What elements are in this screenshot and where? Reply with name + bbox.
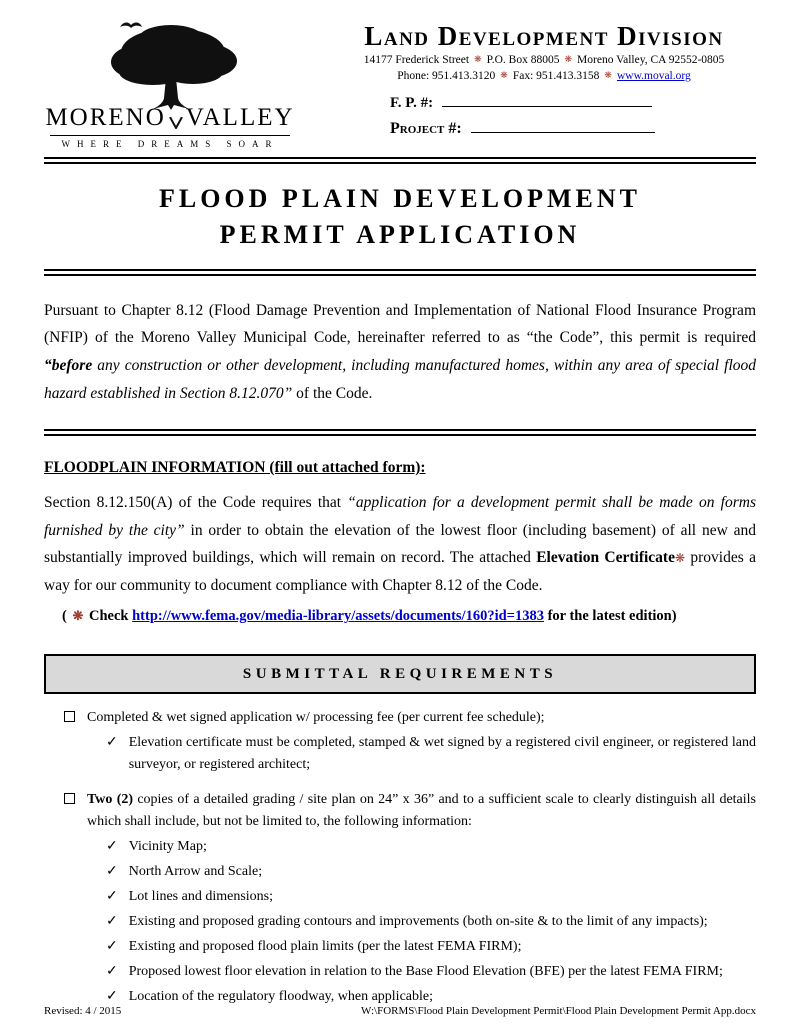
asterisk-separator-icon: ❋: [564, 54, 573, 65]
submittal-requirements-banner: SUBMITTAL REQUIREMENTS: [44, 654, 756, 694]
asterisk-separator-icon: ❋: [604, 70, 612, 81]
footnote-asterisk-icon: ❋: [72, 608, 84, 624]
checklist-subitem: [106, 732, 756, 776]
address-po-box: P.O. Box 88005: [486, 54, 560, 67]
section-divider: [44, 269, 756, 276]
address-city-state-zip: Moreno Valley, CA 92552-0805: [577, 54, 725, 67]
document-title-line1: FLOOD PLAIN DEVELOPMENT: [158, 184, 642, 213]
checklist-subitem-text: Existing and proposed flood plain limits (per the latest FEMA FIRM);: [128, 939, 522, 955]
checklist-subitem: [106, 836, 756, 858]
checklist-subitem-text: Existing and proposed grading contours and improvements (both on-site & to the limit of any impacts);: [128, 914, 708, 930]
logo-name-valley: VALLEY: [185, 104, 295, 131]
note-check-text: Check: [85, 608, 133, 625]
footnote-asterisk-icon: ❋: [674, 551, 686, 566]
floodplain-quote: “application for a development permit shall be made on forms furnished by the city”: [44, 494, 756, 539]
asterisk-separator-icon: ❋: [474, 54, 482, 65]
reference-number-block: [390, 94, 756, 138]
division-title: Land Development Division: [364, 21, 724, 51]
document-title-line2: PERMIT APPLICATION: [219, 220, 581, 250]
checklist-subitem-text: North Arrow and Scale;: [128, 863, 263, 879]
checkmark-icon: ✓: [106, 989, 118, 1005]
fema-note: [62, 608, 756, 625]
project-number-blank[interactable]: [471, 120, 655, 133]
checklist-subitem-text: Elevation certificate must be completed, stamped & wet signed by a registered civil engineer, or registered land surveyor, or registered architect;: [128, 735, 756, 773]
intro-text: Pursuant to Chapter 8.12 (Flood Damage Prevention and Implementation of National Flood Insurance Program (NFIP) of the Moreno Valley Municipal Code, hereinafter referred to as “the Code”, this permit is required: [44, 301, 756, 347]
checkmark-icon: ✓: [106, 939, 118, 955]
contact-line: [332, 70, 756, 82]
checklist-subitem: [106, 961, 756, 983]
moval-website-link[interactable]: www.moval.org: [616, 70, 691, 83]
fp-number-row: [390, 94, 756, 112]
letterhead: [44, 14, 756, 149]
fp-number-blank[interactable]: [442, 94, 652, 107]
tree-icon: [65, 14, 275, 112]
checklist-subitem: [106, 936, 756, 958]
file-path: W:\FORMS\Flood Plain Development Permit\Flood Plain Development Permit App.docx: [361, 1005, 756, 1017]
checklist-subitem: [106, 861, 756, 883]
checklist-subitem: [106, 886, 756, 908]
checkmark-icon: ✓: [106, 838, 118, 854]
floodplain-info-heading: FLOODPLAIN INFORMATION (fill out attached form):: [44, 459, 426, 477]
floodplain-text: Section 8.12.150(A) of the Code requires that: [44, 494, 348, 512]
fema-link[interactable]: http://www.fema.gov/media-library/assets/documents/160?id=1383: [132, 608, 544, 625]
checkmark-icon: ✓: [106, 888, 118, 904]
checklist-subitem-text: Proposed lowest floor elevation in relation to the Base Flood Elevation (BFE) per the latest FEMA FIRM;: [128, 964, 723, 980]
intro-quote: any construction or other development, including manufactured homes, within any area of special flood hazard established in Section 8.12.070”: [44, 356, 756, 402]
elevation-certificate-label: Elevation Certificate: [536, 549, 675, 567]
checkmark-icon: ✓: [106, 914, 118, 930]
checkbox-icon[interactable]: [64, 711, 75, 722]
fp-number-label: F. P. #:: [390, 95, 434, 112]
address-line: [332, 54, 756, 66]
checkmark-icon: ✓: [106, 735, 118, 751]
checklist-subitem-text: Lot lines and dimensions;: [128, 888, 273, 904]
logo-name-moreno: MORENO: [45, 104, 166, 131]
intro-quote-start: “before: [44, 356, 93, 374]
letterhead-right: [296, 14, 756, 146]
address-street: 14177 Frederick Street: [363, 54, 470, 67]
intro-text-end: of the Code.: [292, 384, 373, 402]
page-footer: [44, 1005, 756, 1017]
floodplain-paragraph: [44, 489, 756, 599]
logo-tagline: WHERE DREAMS SOAR: [61, 139, 279, 149]
document-title: [44, 181, 756, 254]
checklist-item-text-rest: copies of a detailed grading / site plan on 24” x 36” and to a sufficient scale to clearly distinguish all details which shall include, but not be limited to, the following information:: [87, 792, 756, 829]
logo-divider: [50, 135, 290, 136]
floodplain-text-3: provides a way for our community to document compliance with Chapter 8.12 of the Code.: [44, 549, 756, 594]
intro-paragraph: [44, 297, 756, 407]
fax-number: Fax: 951.413.3158: [512, 70, 600, 83]
two-copies-label: Two (2): [87, 792, 134, 808]
checklist-subitem: [106, 911, 756, 933]
asterisk-separator-icon: ❋: [500, 70, 508, 81]
project-number-label: Project #:: [390, 120, 462, 138]
revision-date: Revised: 4 / 2015: [44, 1005, 122, 1017]
project-number-row: [390, 120, 756, 138]
trunk-root-icon: [169, 117, 183, 129]
section-divider: [44, 157, 756, 164]
checklist-item-text: [87, 789, 756, 832]
note-open: (: [62, 608, 71, 625]
checkmark-icon: ✓: [106, 863, 118, 879]
phone-number: Phone: 951.413.3120: [397, 70, 496, 83]
floodplain-text-2: in order to obtain the elevation of the lowest floor (including basement) of all new and substantially improved buildings, which will remain on record. The attached: [44, 521, 756, 567]
checkmark-icon: ✓: [106, 964, 118, 980]
moreno-valley-logo: [44, 14, 296, 149]
note-close: for the latest edition): [543, 608, 677, 625]
checklist-item: [64, 707, 756, 729]
section-divider: [44, 429, 756, 436]
checkbox-icon[interactable]: [64, 793, 75, 804]
checklist-subitem-text: Location of the regulatory floodway, when applicable;: [128, 989, 433, 1005]
checklist-subitem-text: Vicinity Map;: [128, 838, 207, 854]
checklist-item: [64, 789, 756, 832]
submittal-checklist: [44, 707, 756, 1008]
checklist-item-text: Completed & wet signed application w/ processing fee (per current fee schedule);: [87, 710, 545, 726]
